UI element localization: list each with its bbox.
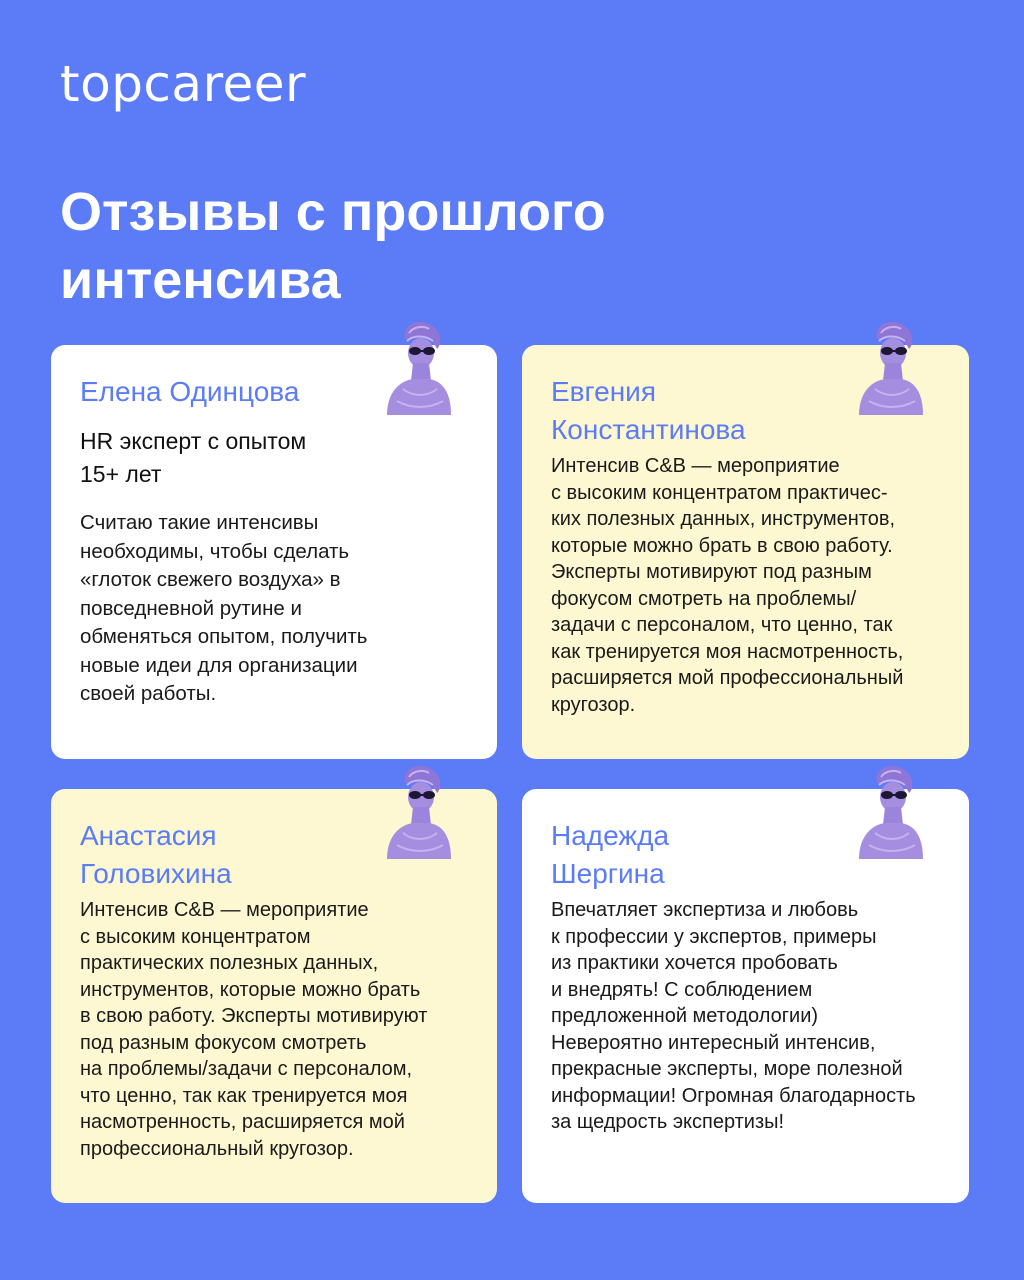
reviewer-role-line: HR эксперт с опытом bbox=[80, 428, 307, 454]
review-text-line: повседневной рутине и bbox=[80, 596, 302, 620]
reviewer-name bbox=[551, 373, 746, 449]
review-text-line: ких полезных данных, инструментов, bbox=[551, 508, 896, 530]
review-text-line: новые идеи для организации bbox=[80, 653, 358, 677]
page-title-line: Отзывы с прошлого bbox=[60, 182, 606, 242]
review-card-odintsova bbox=[51, 345, 497, 759]
reviewer-name bbox=[80, 817, 232, 893]
statue-bust-icon bbox=[855, 763, 925, 861]
reviewer-name-line: Головихина bbox=[80, 858, 232, 889]
review-text-line: в свою работу. Эксперты мотивируют bbox=[80, 1005, 428, 1027]
review-text-line: фокусом смотреть на проблемы/ bbox=[551, 587, 857, 610]
review-text-line: необходимы, чтобы сделать bbox=[80, 539, 350, 563]
reviewer-name-line: Анастасия bbox=[80, 820, 217, 851]
review-card-golovikhina bbox=[51, 789, 497, 1203]
review-text-line: Впечатляет экспертиза и любовь bbox=[551, 899, 859, 921]
review-text-line: Эксперты мотивируют под разным bbox=[551, 561, 872, 583]
review-text-line: прекрасные эксперты, море полезной bbox=[551, 1058, 903, 1080]
reviewer-role bbox=[80, 425, 306, 491]
review-text-line: на проблемы/задачи с персоналом, bbox=[80, 1058, 413, 1080]
review-text-line: обменяться опытом, получить bbox=[80, 625, 368, 648]
review-text-line: из практики хочется пробовать bbox=[551, 952, 838, 974]
review-text-line: предложенной методологии) bbox=[551, 1005, 819, 1027]
review-text-line: насмотренность, расширяется мой bbox=[80, 1111, 405, 1133]
review-text bbox=[80, 509, 367, 709]
review-card-shergina bbox=[522, 789, 969, 1203]
reviewer-name bbox=[80, 373, 299, 411]
review-text-line: с высоким концентратом практичес- bbox=[551, 481, 888, 504]
review-text-line: Невероятно интересный интенсив, bbox=[551, 1031, 876, 1054]
review-text-line: «глоток свежего воздуха» в bbox=[80, 568, 341, 591]
review-text bbox=[80, 897, 427, 1162]
review-text-line: к профессии у экспертов, примеры bbox=[551, 925, 877, 948]
page-title-line: интенсива bbox=[60, 250, 341, 310]
review-text-line: как тренируется моя насмотренность, bbox=[551, 640, 904, 663]
review-text-line: что ценно, так как тренируется моя bbox=[80, 1084, 408, 1107]
topcareer-logo: topcareer bbox=[60, 55, 307, 113]
reviewer-name-line: Евгения bbox=[551, 376, 656, 407]
review-text-line: под разным фокусом смотреть bbox=[80, 1031, 367, 1054]
review-text-line: своей работы. bbox=[80, 682, 217, 705]
review-text-line: информации! Огромная благодарность bbox=[551, 1084, 916, 1107]
review-text-line: расширяется мой профессиональный bbox=[551, 667, 904, 689]
review-text bbox=[551, 453, 903, 718]
review-text-line: за щедрость экспертизы! bbox=[551, 1111, 785, 1133]
review-text-line: практических полезных данных, bbox=[80, 952, 379, 974]
review-card-konstantinova bbox=[522, 345, 969, 759]
reviewer-name-line: Константинова bbox=[551, 414, 746, 445]
reviewer-name-line: Шергина bbox=[551, 858, 665, 889]
review-text-line: Интенсив С&B — мероприятие bbox=[80, 899, 369, 921]
review-text-line: с высоким концентратом bbox=[80, 925, 311, 948]
reviewer-name-line: Надежда bbox=[551, 820, 670, 851]
page-title bbox=[60, 178, 820, 314]
review-text-line: и внедрять! С соблюдением bbox=[551, 978, 813, 1001]
reviewer-name bbox=[551, 817, 669, 893]
review-text-line: инструментов, которые можно брать bbox=[80, 978, 421, 1001]
review-text bbox=[551, 897, 916, 1136]
review-text-line: Считаю такие интенсивы bbox=[80, 511, 319, 534]
statue-bust-icon bbox=[383, 763, 453, 861]
review-text-line: которые можно брать в свою работу. bbox=[551, 534, 893, 557]
review-text-line: Интенсив С&B — мероприятие bbox=[551, 455, 840, 477]
statue-bust-icon bbox=[383, 319, 453, 417]
review-text-line: кругозор. bbox=[551, 693, 636, 716]
review-text-line: профессиональный кругозор. bbox=[80, 1137, 354, 1160]
reviewer-role-line: 15+ лет bbox=[80, 461, 162, 487]
reviewer-name-line: Елена Одинцова bbox=[80, 376, 300, 407]
review-text-line: задачи с персоналом, что ценно, так bbox=[551, 614, 893, 636]
statue-bust-icon bbox=[855, 319, 925, 417]
